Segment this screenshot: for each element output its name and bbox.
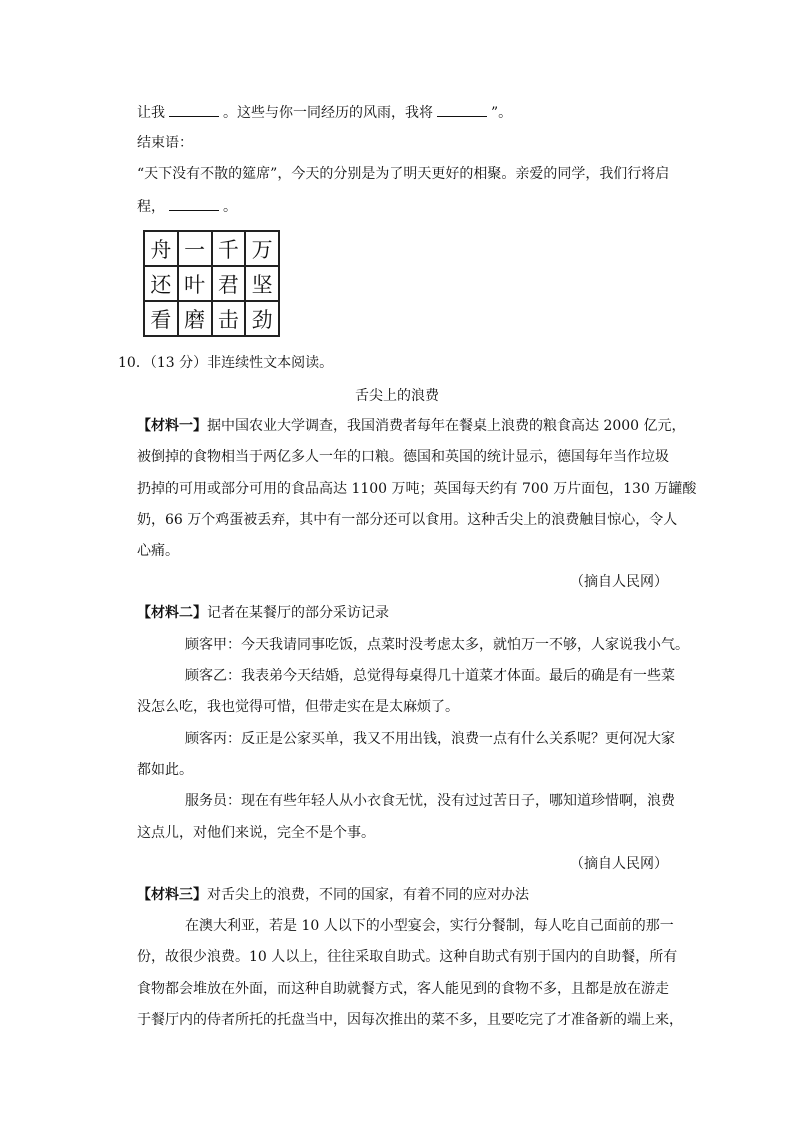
answer-blank[interactable]: [169, 102, 219, 117]
grid-cell: 磨: [178, 301, 212, 336]
intro-line-1-part-a: 让我: [137, 105, 165, 121]
material1-source: （摘自人民网）: [570, 574, 668, 590]
intro-line-1-part-b: 。这些与你一同经历的风雨，我将: [223, 105, 433, 121]
material2-line: 顾客甲：今天我请同事吃饭，点菜时没考虑太多，就怕万一不够，人家说我小气。: [185, 637, 689, 653]
grid-cell: 还: [144, 266, 178, 301]
grid-cell: 千: [212, 231, 246, 266]
answer-blank[interactable]: [169, 196, 219, 211]
grid-cell: 君: [212, 266, 246, 301]
closing-text: “天下没有不散的筵席”，今天的分别是为了明天更好的相聚。亲爱的同学，我们行将启: [137, 166, 670, 182]
passage-title: 舌尖上的浪费: [355, 388, 439, 404]
material2-line: 服务员：现在有些年轻人从小衣食无忧，没有过过苦日子，哪知道珍惜啊，浪费: [185, 793, 675, 809]
material1-text: 据中国农业大学调查，我国消费者每年在餐桌上浪费的粮食高达 2000 亿元，: [207, 418, 686, 434]
closing-text-part-b: 。: [223, 199, 237, 215]
question-label: 10．（13 分）非连续性文本阅读。: [118, 355, 334, 371]
material3-line: 份，故很少浪费。10 人以上，往往采取自助式。这种自助式有别于国内的自助餐，所有: [137, 949, 678, 965]
grid-cell: 一: [178, 231, 212, 266]
material3-heading: 【材料三】: [137, 887, 207, 903]
material3-line: 食物都会堆放在外面，而这种自助就餐方式，客人能见到的食物不多，且都是放在游走: [137, 981, 669, 997]
material2-line: 顾客乙：我表弟今天结婚，总觉得每桌得几十道菜才体面。最后的确是有一些菜: [185, 668, 675, 684]
material2-heading: 【材料二】: [137, 605, 207, 621]
material2-heading-text: 记者在某餐厅的部分采访记录: [207, 605, 389, 621]
grid-cell: 看: [144, 301, 178, 336]
material1-line: 被倒掉的食物相当于两亿多人一年的口粮。德国和英国的统计显示，德国每年当作垃圾: [137, 449, 669, 465]
material3-line: 在澳大利亚，若是 10 人以下的小型宴会，实行分餐制，每人吃自己面前的那一: [185, 918, 674, 934]
grid-cell: 万: [245, 231, 279, 266]
grid-cell: 坚: [245, 266, 279, 301]
material2-line: 没怎么吃，我也觉得可惜，但带走实在是太麻烦了。: [137, 699, 459, 715]
material3-heading-line: [137, 885, 529, 905]
material2-line: 这点儿，对他们来说，完全不是个事。: [137, 825, 375, 841]
material2-line: 都如此。: [137, 762, 193, 778]
material3-heading-text: 对舌尖上的浪费，不同的国家，有着不同的应对办法: [207, 887, 529, 903]
intro-line-1-part-c: ”。: [491, 105, 513, 121]
answer-blank[interactable]: [437, 102, 487, 117]
closing-text-part-a: 程，: [137, 199, 165, 215]
character-grid: [143, 230, 280, 337]
material2-heading-line: [137, 603, 389, 623]
material3-line: 于餐厅内的侍者所托的托盘当中，因每次推出的菜不多，且要吃完了才准备新的端上来，: [137, 1012, 683, 1028]
grid-cell: 舟: [144, 231, 178, 266]
closing-text-end: [137, 196, 237, 217]
material1-line-1: [137, 416, 686, 436]
material1-heading: 【材料一】: [137, 418, 207, 434]
closing-label: 结束语：: [137, 135, 193, 151]
material1-line: 心痛。: [137, 543, 179, 559]
material1-line: 扔掉的可用或部分可用的食品高达 1100 万吨；英国每天约有 700 万片面包，130 万罐酸: [137, 481, 697, 497]
material2-line: 顾客丙：反正是公家买单，我又不用出钱，浪费一点有什么关系呢？更何况大家: [185, 731, 675, 747]
material2-source: （摘自人民网）: [570, 856, 668, 872]
material1-line: 奶，66 万个鸡蛋被丢弃，其中有一部分还可以食用。这种舌尖上的浪费触目惊心，令人: [137, 512, 678, 528]
grid-cell: 击: [212, 301, 246, 336]
grid-cell: 劲: [245, 301, 279, 336]
grid-cell: 叶: [178, 266, 212, 301]
intro-line-1: [137, 102, 512, 123]
